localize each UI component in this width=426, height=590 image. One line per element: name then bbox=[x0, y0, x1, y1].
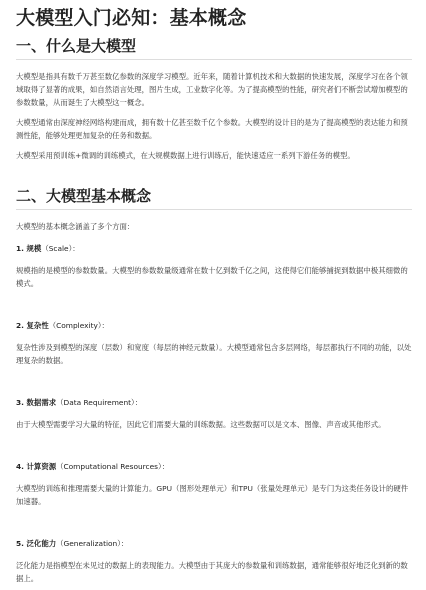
concept-item-description: 大模型的训练和推理需要大量的计算能力。GPU（图形处理单元）和TPU（张量处理单元）是专门为这类任务设计的硬件加速器。 bbox=[16, 484, 409, 506]
section1-paragraph: 大模型通常由深度神经网络构建而成，拥有数十亿甚至数千亿个参数。大模型的设计目的是为了提高模型的表达能力和预测性能，能够处理更加复杂的任务和数据。 bbox=[16, 118, 408, 140]
section1-heading: 一、什么是大模型 bbox=[16, 36, 412, 60]
section2-heading: 二、大模型基本概念 bbox=[16, 186, 412, 210]
section1-paragraph: 大模型是指具有数千万甚至数亿参数的深度学习模型。近年来，随着计算机技术和大数据的快速发展，深度学习在各个领域取得了显著的成果，如自然语言处理，图片生成，工业数字化等。为了提高模型的性能，研究者们不断尝试增加模型的参数数量，从而诞生了大模型这一概念。 bbox=[16, 72, 408, 107]
concept-item-description: 复杂性涉及到模型的深度（层数）和宽度（每层的神经元数量）。大模型通常包含多层网络，每层都执行不同的功能，以处理复杂的数据。 bbox=[16, 343, 412, 365]
concept-item-name: 计算资源 bbox=[26, 462, 57, 471]
concept-item-description: 泛化能力是指模型在未见过的数据上的表现能力。大模型由于其庞大的参数量和训练数据，通常能够很好地泛化到新的数据上。 bbox=[16, 561, 408, 583]
concept-item-name: 泛化能力 bbox=[26, 539, 57, 548]
concept-item-english: （Complexity）： bbox=[48, 321, 109, 330]
page-title: 大模型入门必知：基本概念 bbox=[16, 7, 247, 29]
concept-item-name: 规模 bbox=[26, 244, 42, 253]
concept-item-number: 4. bbox=[16, 462, 24, 471]
concept-item-title bbox=[16, 397, 412, 409]
concept-item-title bbox=[16, 320, 412, 332]
concept-item-number: 3. bbox=[16, 398, 24, 407]
concept-item-description: 规模指的是模型的参数数量。大模型的参数数量级通常在数十亿到数千亿之间，这使得它们能够捕捉到数据中极其细微的模式。 bbox=[16, 266, 408, 288]
concept-item-name: 数据需求 bbox=[26, 398, 57, 407]
concept-item-number: 5. bbox=[16, 539, 24, 548]
concept-item-description: 由于大模型需要学习大量的特征，因此它们需要大量的训练数据。这些数据可以是文本、图像、声音或其他形式。 bbox=[16, 420, 386, 429]
concept-item-english: （Computational Resources）： bbox=[56, 462, 170, 471]
concept-item-english: （Generalization）： bbox=[56, 539, 129, 548]
concept-item-number: 2. bbox=[16, 321, 24, 330]
concept-item-name: 复杂性 bbox=[26, 321, 49, 330]
section2-intro: 大模型的基本概念涵盖了多个方面： bbox=[16, 222, 135, 231]
concept-item-english: （Scale）： bbox=[41, 244, 80, 253]
concept-item-title bbox=[16, 461, 412, 473]
concept-item-english: （Data Requirement）： bbox=[56, 398, 143, 407]
section1-paragraph: 大模型采用预训练+微调的训练模式，在大规模数据上进行训练后，能快速适应一系列下游任务的模型。 bbox=[16, 151, 355, 160]
concept-item-number: 1. bbox=[16, 244, 24, 253]
concept-item-title bbox=[16, 538, 412, 550]
concept-item-title bbox=[16, 243, 412, 255]
